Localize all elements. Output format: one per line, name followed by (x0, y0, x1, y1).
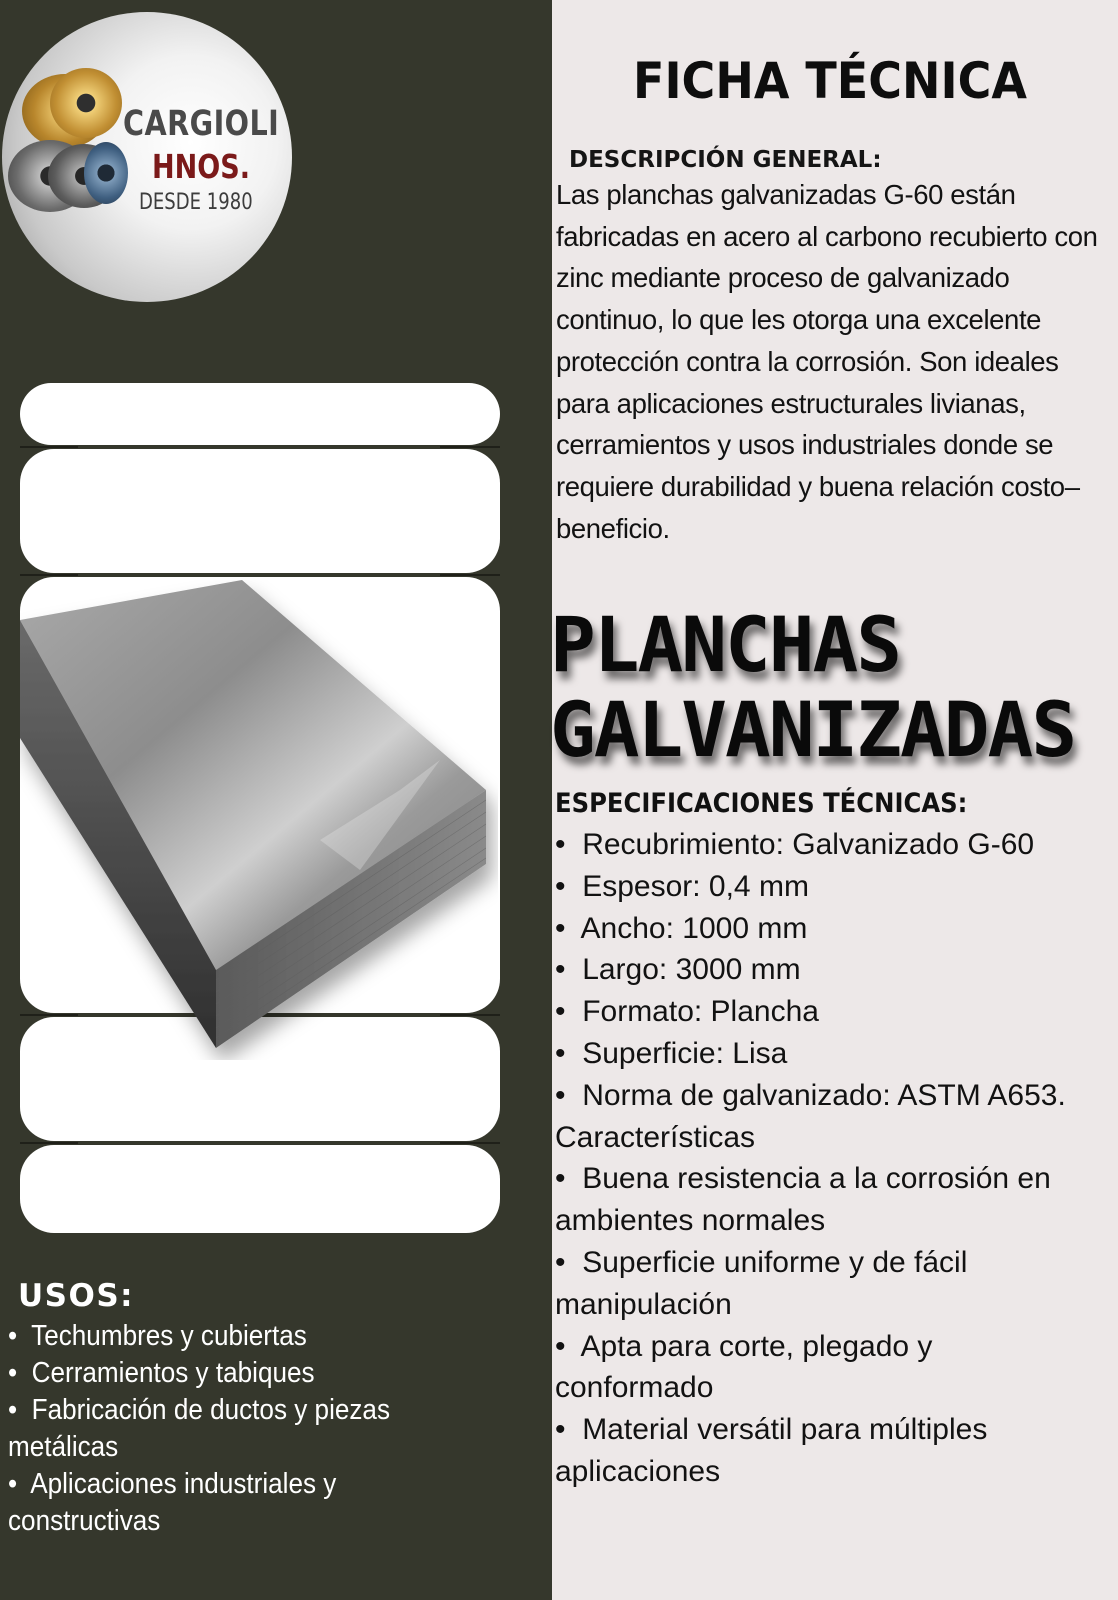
spec-item (555, 949, 1075, 991)
spec-item-text: Formato: Plancha (582, 995, 819, 1029)
brand-since: DESDE 1980 (139, 190, 253, 215)
description-title: DESCRIPCIÓN GENERAL: (569, 147, 882, 173)
uses-item (8, 1318, 485, 1355)
bullet-icon: • (555, 1036, 583, 1070)
bullet-icon: • (555, 1329, 581, 1363)
bullet-icon: • (555, 828, 583, 861)
uses-item (8, 1392, 485, 1466)
brand-logo (2, 12, 292, 302)
uses-item-text: Techumbres y cubiertas (31, 1320, 307, 1352)
spec-item (555, 1033, 1075, 1075)
spec-item (555, 908, 1075, 950)
frame-tab (20, 1145, 500, 1233)
spec-item (555, 824, 1075, 866)
spec-item-text: Largo: 3000 mm (582, 953, 801, 987)
feature-item (555, 1326, 1075, 1410)
uses-item-text: Aplicaciones industriales y constructivas (8, 1468, 337, 1537)
bullet-icon: • (555, 1162, 583, 1196)
feature-item (555, 1242, 1075, 1326)
bullet-icon: • (8, 1468, 31, 1500)
frame-tab (20, 449, 500, 573)
spec-item-text: Espesor: 0,4 mm (582, 869, 809, 903)
frame-notch (20, 1142, 78, 1144)
feature-item-text: Buena resistencia a la corrosión en ambientes normales (555, 1162, 1051, 1238)
blue-coil-icon (84, 142, 128, 204)
spec-item-text: Superficie: Lisa (582, 1036, 788, 1070)
frame-notch (440, 446, 500, 448)
spec-item (555, 866, 1075, 908)
page-title: FICHA TÉCNICA (633, 52, 1027, 110)
feature-item-text: Apta para corte, plegado y conformado (555, 1329, 933, 1405)
brand-hnos: HNOS. (152, 147, 251, 186)
feature-item-text: Material versátil para múltiples aplicaciones (555, 1413, 988, 1488)
bullet-icon: • (555, 1413, 583, 1447)
spec-item-text: Norma de galvanizado: ASTM A653. (582, 1078, 1066, 1112)
feature-item-text: Superficie uniforme y de fácil manipulación (555, 1245, 968, 1321)
product-title-line2: GALVANIZADAS (550, 685, 1076, 774)
bullet-icon: • (8, 1357, 32, 1389)
specs-list (555, 824, 1075, 1493)
bullet-icon: • (555, 953, 583, 987)
description-text: Las planchas galvanizadas G-60 están fabricadas en acero al carbono recubierto con zinc mediante proceso de galvanizado continuo, lo que les otorga una excelente protección contra la corrosión. Son ideales para aplicaciones estructurales livianas, cerramientos y usos industriales donde se requiere durabilidad y buena relación costo–beneficio. (556, 179, 1098, 544)
frame-notch (20, 574, 78, 576)
uses-item (8, 1355, 485, 1392)
bullet-icon: • (8, 1394, 32, 1426)
uses-item (8, 1466, 485, 1540)
spec-item-text: Recubrimiento: Galvanizado G-60 (582, 828, 1035, 861)
gold-coil-icon (50, 68, 122, 138)
specs-title: ESPECIFICACIONES TÉCNICAS: (555, 788, 968, 819)
uses-item-text: Cerramientos y tabiques (31, 1357, 315, 1389)
feature-item (555, 1158, 1075, 1242)
galvanized-sheet-image (20, 580, 498, 1060)
spec-item (555, 1075, 1075, 1117)
frame-tab (20, 383, 500, 445)
spec-item (555, 991, 1075, 1033)
frame-notch (20, 446, 78, 448)
feature-item (555, 1409, 1075, 1493)
uses-item-text: Fabricación de ductos y piezas metálicas (8, 1394, 390, 1463)
spec-item-text: Ancho: 1000 mm (580, 911, 808, 945)
bullet-icon: • (8, 1320, 32, 1352)
bullet-icon: • (555, 869, 583, 903)
bullet-icon: • (555, 911, 581, 945)
product-title-line1: PLANCHAS (550, 600, 901, 689)
bullet-icon: • (555, 1245, 583, 1279)
frame-notch (440, 1142, 500, 1144)
uses-list (8, 1318, 485, 1540)
brand-name: CARGIOLI (123, 104, 280, 144)
bullet-icon: • (555, 1078, 583, 1112)
features-title: Características (555, 1120, 756, 1154)
frame-notch (440, 574, 500, 576)
bullet-icon: • (555, 995, 583, 1029)
uses-title: USOS: (18, 1278, 135, 1314)
